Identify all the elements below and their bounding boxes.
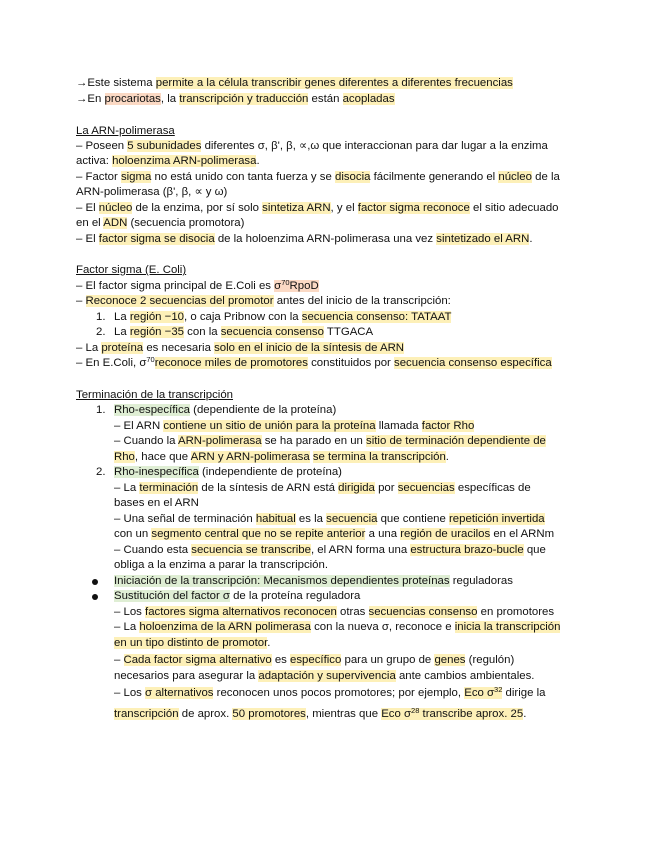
sust-line-4b: transcripción de aprox. 50 promotores, mientras que Eco $\sigma^{28}$ transcribe aprox. 25. xyxy=(114,706,527,720)
arn-para-4: – El factor sigma se disocia de la holoenzima ARN-polimerasa una vez sintetizado el ARN. xyxy=(76,233,533,245)
term-inesp-line-1b: bases en el ARN xyxy=(114,497,199,509)
sigma-para-2: – Reconoce 2 secuencias del promotor antes del inicio de la transcripción: xyxy=(76,295,451,307)
arn-para-1: – Poseen 5 subunidades diferentes σ, β', β, ∝,ω que interaccionan para dar lugar a la enzima xyxy=(76,140,548,152)
intro-line-2: →En procariotas, la transcripción y traducción están acopladas xyxy=(76,93,395,105)
sust-line-2b: en un tipo distinto de promotor. xyxy=(114,637,271,649)
sigma-para-4: – En E.Coli, $\sigma^{70}reconoce$ miles de promotores constituidos por secuencia consenso específica xyxy=(76,355,552,369)
term-inesp-line-2b: con un segmento central que no se repite anterior a una región de uracilos en el ARNm xyxy=(114,528,555,540)
term-inesp-line-2: – Una señal de terminación habitual es la secuencia que contiene repetición invertida xyxy=(114,513,545,525)
sust-line-3b: necesarios para asegurar la adaptación y supervivencia ante cambios ambientales. xyxy=(114,670,535,682)
term-list-item-1: 1. Rho-específica (dependiente de la proteína) xyxy=(96,404,337,416)
arn-para-1-cont: activa: holoenzima ARN-polimerasa. xyxy=(76,155,260,167)
sigma-list-item-2: 2. La región −35 con la secuencia consenso TTGACA xyxy=(96,326,374,338)
term-rho-line-2: – Cuando la ARN-polimerasa se ha parado en un sitio de terminación dependiente de xyxy=(114,435,546,447)
term-inesp-line-1: – La terminación de la síntesis de ARN está dirigida por secuencias específicas de xyxy=(114,482,531,494)
bullet-icon xyxy=(92,594,98,600)
sust-line-4: – Los σ alternativos reconocen unos pocos promotores; por ejemplo, Eco $\sigma^{32}$ dirige la xyxy=(114,685,546,699)
arn-para-3-cont: en el ADN (secuencia promotora) xyxy=(76,217,245,229)
term-inesp-line-3: – Cuando esta secuencia se transcribe, el ARN forma una estructura brazo-bucle que xyxy=(114,544,546,556)
sust-line-3: – Cada factor sigma alternativo es específico para un grupo de genes (regulón) xyxy=(114,654,515,666)
section-heading-factor-sigma: Factor sigma (E. Coli) xyxy=(76,264,187,276)
term-rho-line-1: – El ARN contiene un sitio de unión para la proteína llamada factor Rho xyxy=(114,420,475,432)
term-list-item-2: 2. Rho-inespecífica (independiente de proteína) xyxy=(96,466,342,478)
arn-para-2-cont: ARN-polimerasa (β', β, ∝ y ω) xyxy=(76,186,228,198)
sust-line-2: – La holoenzima de la ARN polimerasa con la nueva σ, reconoce e inicia la transcripción xyxy=(114,621,561,633)
term-inesp-line-3b: obliga a la enzima a parar la transcripción. xyxy=(114,559,329,571)
bullet-icon xyxy=(92,579,98,585)
section-heading-terminacion: Terminación de la transcripción xyxy=(76,389,234,401)
bullet-iniciacion: Iniciación de la transcripción: Mecanismos dependientes proteínas reguladoras xyxy=(114,574,513,589)
term-rho-line-3: Rho, hace que ARN y ARN-polimerasa se termina la transcripción. xyxy=(114,451,449,463)
intro-line-1: →Este sistema permite a la célula transcribir genes diferentes a diferentes frecuencias xyxy=(76,77,513,89)
arn-para-3: – El núcleo de la enzima, por sí solo sintetiza ARN, y el factor sigma reconoce el sitio adecuado xyxy=(76,202,559,214)
section-heading-arn-polimerasa: La ARN-polimerasa xyxy=(76,125,175,137)
sigma-para-1: – El factor sigma principal de E.Coli es $\sigma^{70}RpoD$ xyxy=(76,278,319,292)
bullet-sustitucion: Sustitución del factor σ de la proteína reguladora xyxy=(114,589,360,604)
sigma-list-item-1: 1. La región −10, o caja Pribnow con la secuencia consenso: TATAAT xyxy=(96,311,452,323)
sust-line-1: – Los factores sigma alternativos reconocen otras secuencias consenso en promotores xyxy=(114,606,555,618)
sigma-para-3: – La proteína es necesaria solo en el inicio de la síntesis de ARN xyxy=(76,342,405,354)
arn-para-2: – Factor sigma no está unido con tanta fuerza y se disocia fácilmente generando el núcleo de la xyxy=(76,171,560,183)
